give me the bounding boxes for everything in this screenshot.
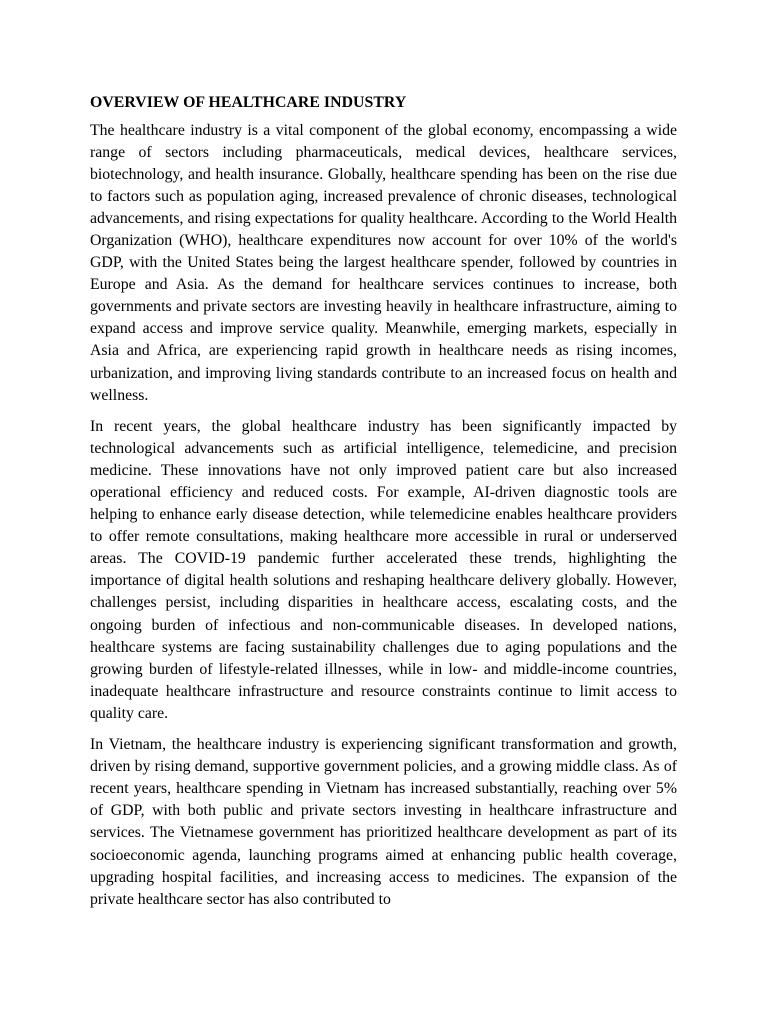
paragraph-technology-impact: In recent years, the global healthcare industry has been significantly impacted by technological advancements such as artificial intelligence, telemedicine, and precision medicine. These innovations have not only improved patient care but also increased operational efficiency and reduced costs. For example, AI-driven diagnostic tools are helping to enhance early disease detection, while telemedicine enables healthcare providers to offer remote consultations, making healthcare more accessible in rural or underserved areas. The COVID-19 pandemic further accelerated these trends, highlighting the importance of digital health solutions and reshaping healthcare delivery globally. However, challenges persist, including disparities in healthcare access, escalating costs, and the ongoing burden of infectious and non-communicable diseases. In developed nations, healthcare systems are facing sustainability challenges due to aging populations and the growing burden of lifestyle-related illnesses, while in low- and middle-income countries, inadequate healthcare infrastructure and resource constraints continue to limit access to quality care. [90, 418, 677, 722]
paragraph-global-overview: The healthcare industry is a vital component of the global economy, encompassing a wide range of sectors including pharmaceuticals, medical devices, healthcare services, biotechnology, and health insurance. Globally, healthcare spending has been on the rise due to factors such as population aging, increased prevalence of chronic diseases, technological advancements, and rising expectations for quality healthcare. According to the World Health Organization (WHO), healthcare expenditures now account for over 10% of the world's GDP, with the United States being the largest healthcare spender, followed by countries in Europe and Asia. As the demand for healthcare services continues to increase, both governments and private sectors are investing heavily in healthcare infrastructure, aiming to expand access and improve service quality. Meanwhile, emerging markets, especially in Asia and Africa, are experiencing rapid growth in healthcare needs as rising incomes, urbanization, and improving living standards contribute to an increased focus on health and wellness. [90, 122, 677, 404]
document-page [90, 92, 677, 920]
paragraph-vietnam: In Vietnam, the healthcare industry is experiencing significant transformation and growth, driven by rising demand, supportive government policies, and a growing middle class. As of recent years, healthcare spending in Vietnam has increased substantially, reaching over 5% of GDP, with both public and private sectors investing in healthcare infrastructure and services. The Vietnamese government has prioritized healthcare development as part of its socioeconomic agenda, launching programs aimed at enhancing public health coverage, upgrading hospital facilities, and increasing access to medicines. The expansion of the private healthcare sector has also contributed to [90, 736, 677, 908]
section-heading: OVERVIEW OF HEALTHCARE INDUSTRY [90, 94, 407, 111]
